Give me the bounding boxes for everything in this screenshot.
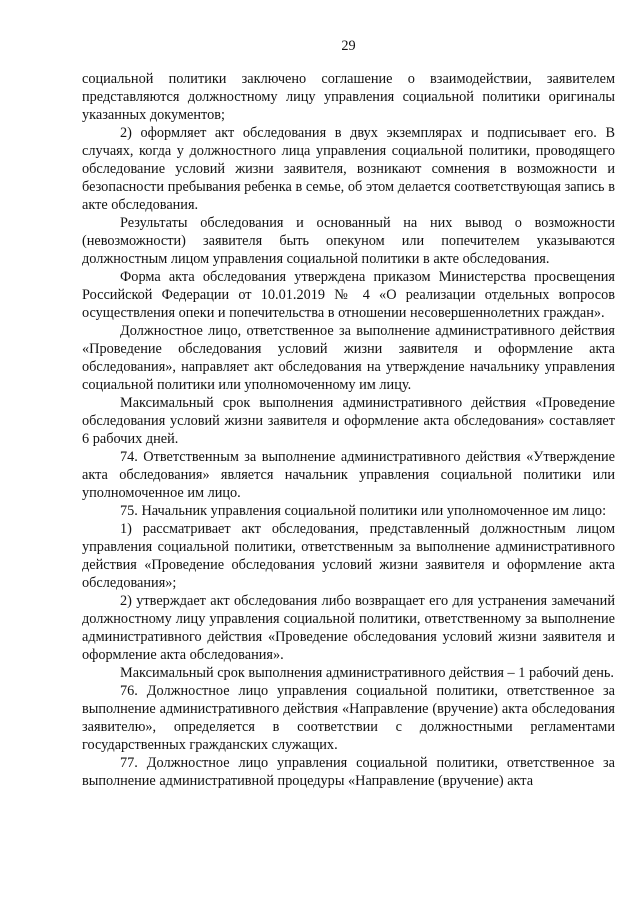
- paragraph: 2) оформляет акт обследования в двух экземплярах и подписывает его. В случаях, когда у должностного лица управления социальной политики, проводящего обследование условий жизни заявителя, возникают сомнения в возможности и безопасности пребывания ребенка в семье, об этом делается соответствующая запись в акте обследования.: [82, 125, 615, 213]
- paragraph: Должностное лицо, ответственное за выполнение административного действия «Проведение обследования условий жизни заявителя и оформление акта обследования», направляет акт обследования на утверждение начальнику управления социальной политики или уполномоченному им лицу.: [82, 323, 615, 393]
- paragraph: 76. Должностное лицо управления социальной политики, ответственное за выполнение административного действия «Направление (вручение) акта обследования заявителю», определяется в соответствии с должностными регламентами государственных гражданских служащих.: [82, 683, 615, 753]
- paragraph: 75. Начальник управления социальной политики или уполномоченное им лицо:: [120, 503, 607, 519]
- paragraph: социальной политики заключено соглашение о взаимодействии, заявителем представляются должностному лицу управления социальной политики оригиналы указанных документов;: [82, 71, 615, 123]
- paragraph: 1) рассматривает акт обследования, представленный должностным лицом управления социальной политики, ответственным за выполнение административного действия «Проведение обследования условий жизни заявителя и оформление акта обследования»;: [82, 521, 615, 591]
- page-number: 29: [341, 38, 356, 54]
- paragraph: Результаты обследования и основанный на них вывод о возможности (невозможности) заявителя быть опекуном или попечителем указываются должностным лицом управления социальной политики в акте обследования.: [82, 215, 615, 267]
- paragraph: 74. Ответственным за выполнение административного действия «Утверждение акта обследования» является начальник управления социальной политики или уполномоченное им лицо.: [82, 449, 615, 501]
- body-text: [82, 70, 615, 790]
- paragraph: Максимальный срок выполнения административного действия – 1 рабочий день.: [120, 665, 614, 681]
- paragraph: Максимальный срок выполнения административного действия «Проведение обследования условий жизни заявителя и оформление акта обследования» составляет 6 рабочих дней.: [82, 395, 615, 447]
- paragraph: Форма акта обследования утверждена приказом Министерства просвещения Российской Федерации от 10.01.2019 № 4 «О реализации отдельных вопросов осуществления опеки и попечительства в отношении несовершеннолетних граждан».: [82, 269, 615, 321]
- paragraph: 2) утверждает акт обследования либо возвращает его для устранения замечаний должностному лицу управления социальной политики, ответственному за выполнение административного действия «Проведение обследования условий жизни заявителя и оформление акта обследования».: [82, 593, 615, 663]
- paragraph: 77. Должностное лицо управления социальной политики, ответственное за выполнение административной процедуры «Направление (вручение) акта: [82, 755, 615, 789]
